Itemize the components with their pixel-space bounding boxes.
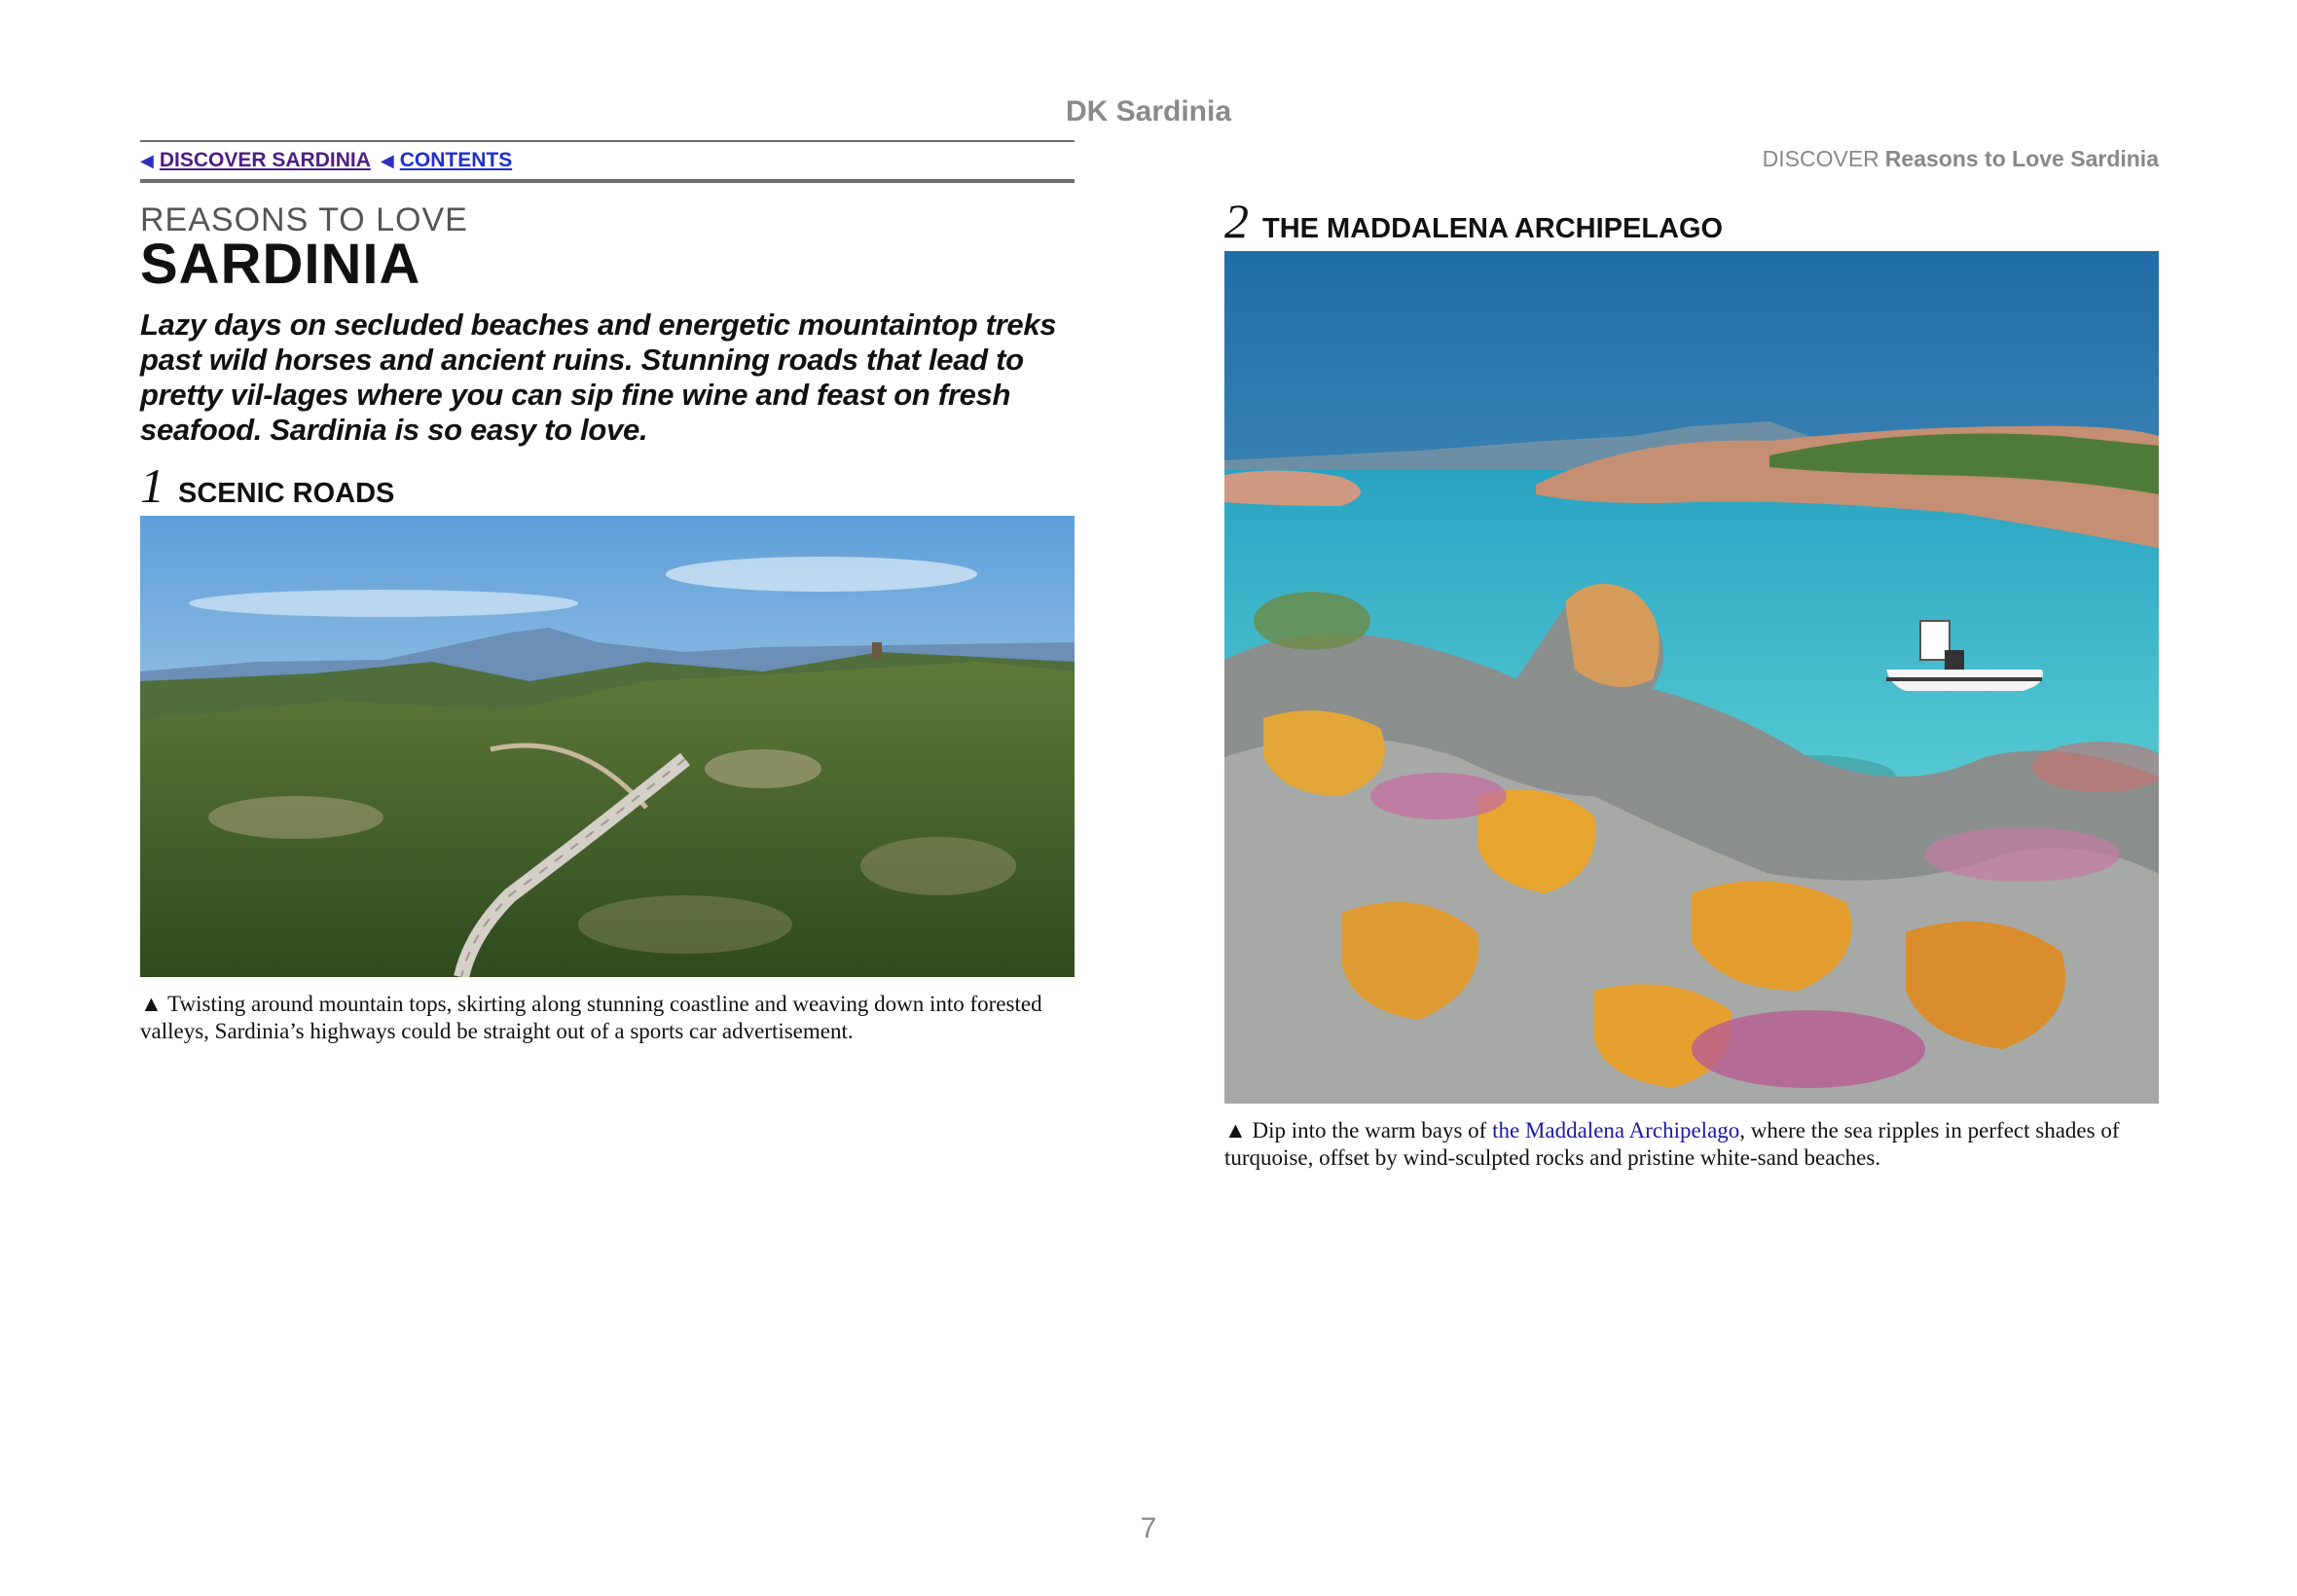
discover-sardinia-link[interactable] — [140, 149, 371, 172]
maddalena-archipelago-link[interactable]: the Maddalena Archipelago — [1492, 1118, 1740, 1143]
section-heading-1 — [140, 458, 1075, 513]
section-title: THE MADDALENA ARCHIPELAGO — [1262, 213, 1724, 244]
contents-link[interactable] — [381, 149, 512, 172]
caption-text: Twisting around mountain tops, skirting along stunning coastline and weaving down into forested valleys, Sardinia’s highways could be straight out of a sports car advertisement. — [140, 992, 1042, 1043]
book-title: DK Sardinia — [1065, 95, 1232, 127]
maddalena-caption — [1224, 1117, 2159, 1172]
contents-label: CONTENTS — [399, 149, 513, 171]
section-number: 2 — [1224, 194, 1249, 248]
back-arrow-icon: ◀ — [140, 150, 154, 170]
navigation-bar — [140, 140, 1075, 183]
intro-paragraph: Lazy days on secluded beaches and energetic mountaintop treks past wild horses and ancient ruins. Stunning roads that lead to pretty vil-lages where you can sip fine wine and feast on fresh seafood. Sardinia is so easy to love. — [140, 308, 1057, 447]
scenic-roads-photo — [140, 516, 1075, 977]
page-number: 7 — [1140, 1512, 1157, 1544]
caption-text-before: Dip into the warm bays of — [1252, 1118, 1493, 1143]
scenic-roads-caption — [140, 991, 1075, 1045]
left-page — [140, 140, 1075, 1045]
page-kicker: REASONS TO LOVE — [140, 201, 468, 238]
running-head-section: DISCOVER — [1762, 146, 1879, 171]
running-head-title: Reasons to Love Sardinia — [1884, 146, 2159, 171]
caption-marker-icon: ▲ — [1224, 1118, 1247, 1143]
section-heading-2 — [1224, 194, 2159, 248]
running-head — [1224, 140, 2159, 177]
maddalena-photo — [1224, 251, 2159, 1104]
back-arrow-icon: ◀ — [380, 150, 394, 170]
section-title: SCENIC ROADS — [178, 478, 395, 509]
page-title: SARDINIA — [140, 233, 421, 296]
caption-marker-icon: ▲ — [140, 992, 163, 1016]
right-page — [1224, 140, 2159, 1172]
section-number: 1 — [140, 458, 164, 513]
caption-text-after: , where the sea ripples in perfect shades of turquoise, offset by wind-sculpted rocks and pristine white-sand beaches. — [1224, 1118, 2120, 1170]
maddalena-image — [1224, 251, 2159, 1104]
discover-sardinia-label: DISCOVER SARDINIA — [159, 149, 371, 171]
scenic-roads-image — [140, 516, 1075, 977]
